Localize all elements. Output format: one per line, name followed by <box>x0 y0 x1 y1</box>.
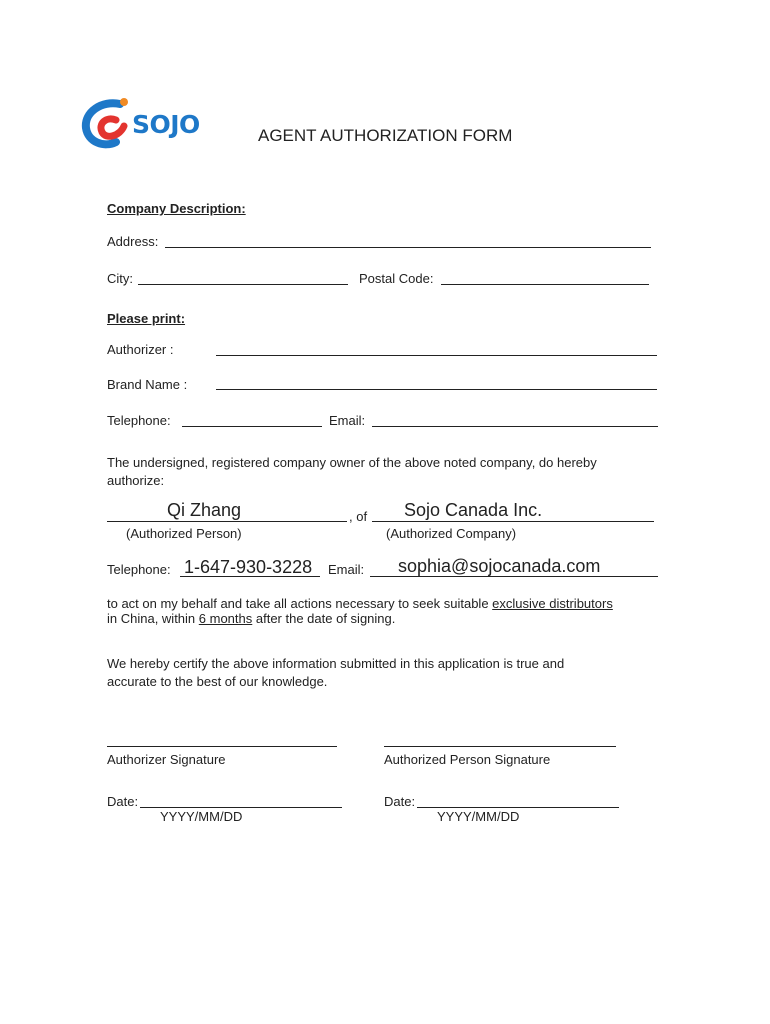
authorized-email-value[interactable]: sophia@sojocanada.com <box>398 556 601 576</box>
authorized-company-field-line[interactable] <box>372 521 654 522</box>
authorizer-date-format: YYYY/MM/DD <box>160 809 243 824</box>
authorized-person-value[interactable]: Qi Zhang <box>167 500 242 520</box>
authorization-intro-line2: authorize: <box>107 473 165 488</box>
form-title: AGENT AUTHORIZATION FORM <box>258 126 513 145</box>
authorized-person-field-line[interactable] <box>107 521 347 522</box>
authorized-email-label: Email: <box>328 562 365 577</box>
authorized-company-value[interactable]: Sojo Canada Inc. <box>404 500 543 520</box>
sojo-swirl-icon <box>80 96 140 154</box>
address-field-line[interactable] <box>165 247 651 248</box>
telephone-field-line[interactable] <box>182 426 322 427</box>
authorized-telephone-label: Telephone: <box>107 562 171 577</box>
email-label: Email: <box>329 413 366 428</box>
authorizer-signature-line[interactable] <box>107 746 337 747</box>
postal-code-field-line[interactable] <box>441 284 649 285</box>
authorizer-label: Authorizer : <box>107 342 174 357</box>
address-label: Address: <box>107 234 159 249</box>
city-label: City: <box>107 271 133 286</box>
authorized-date-label: Date: <box>384 794 416 809</box>
city-field-line[interactable] <box>138 284 348 285</box>
brand-name-label: Brand Name : <box>107 377 188 392</box>
authorized-telephone-value[interactable]: 1-647-930-3228 <box>184 557 313 577</box>
purpose-line1-text: to act on my behalf and take all actions necessary to seek suitable <box>107 596 493 611</box>
purpose-line2-text-a: in China, within <box>107 611 199 626</box>
authorized-person-signature-label: Authorized Person Signature <box>384 752 551 767</box>
authorized-email-field-line[interactable] <box>370 576 658 577</box>
authorized-person-signature-line[interactable] <box>384 746 616 747</box>
authorized-person-caption: (Authorized Person) <box>126 526 242 541</box>
authorized-company-caption: (Authorized Company) <box>386 526 517 541</box>
purpose-line2-text-b: after the date of signing. <box>252 611 396 626</box>
authorizer-date-field-line[interactable] <box>140 807 342 808</box>
purpose-line2 <box>107 611 395 627</box>
telephone-label: Telephone: <box>107 413 171 428</box>
email-field-line[interactable] <box>372 426 658 427</box>
please-print-heading: Please print: <box>107 311 186 326</box>
sojo-logo <box>80 96 215 154</box>
exclusive-distributors-text: exclusive distributors <box>492 596 613 611</box>
authorizer-field-line[interactable] <box>216 355 657 356</box>
certification-line2: accurate to the best of our knowledge. <box>107 674 328 689</box>
six-months-text: 6 months <box>198 611 253 626</box>
postal-code-label: Postal Code: <box>359 271 434 286</box>
certification-line1: We hereby certify the above information submitted in this application is true and <box>107 656 565 671</box>
authorized-date-field-line[interactable] <box>417 807 619 808</box>
authorized-date-format: YYYY/MM/DD <box>437 809 520 824</box>
company-description-heading: Company Description: <box>107 201 246 216</box>
purpose-line1 <box>107 596 613 612</box>
logo-wordmark: SOJO <box>132 110 200 139</box>
authorizer-date-label: Date: <box>107 794 139 809</box>
authorizer-signature-label: Authorizer Signature <box>107 752 226 767</box>
brand-name-field-line[interactable] <box>216 389 657 390</box>
authorization-intro-line1: The undersigned, registered company owner of the above noted company, do hereby <box>107 455 597 470</box>
of-text: , of <box>349 509 368 524</box>
